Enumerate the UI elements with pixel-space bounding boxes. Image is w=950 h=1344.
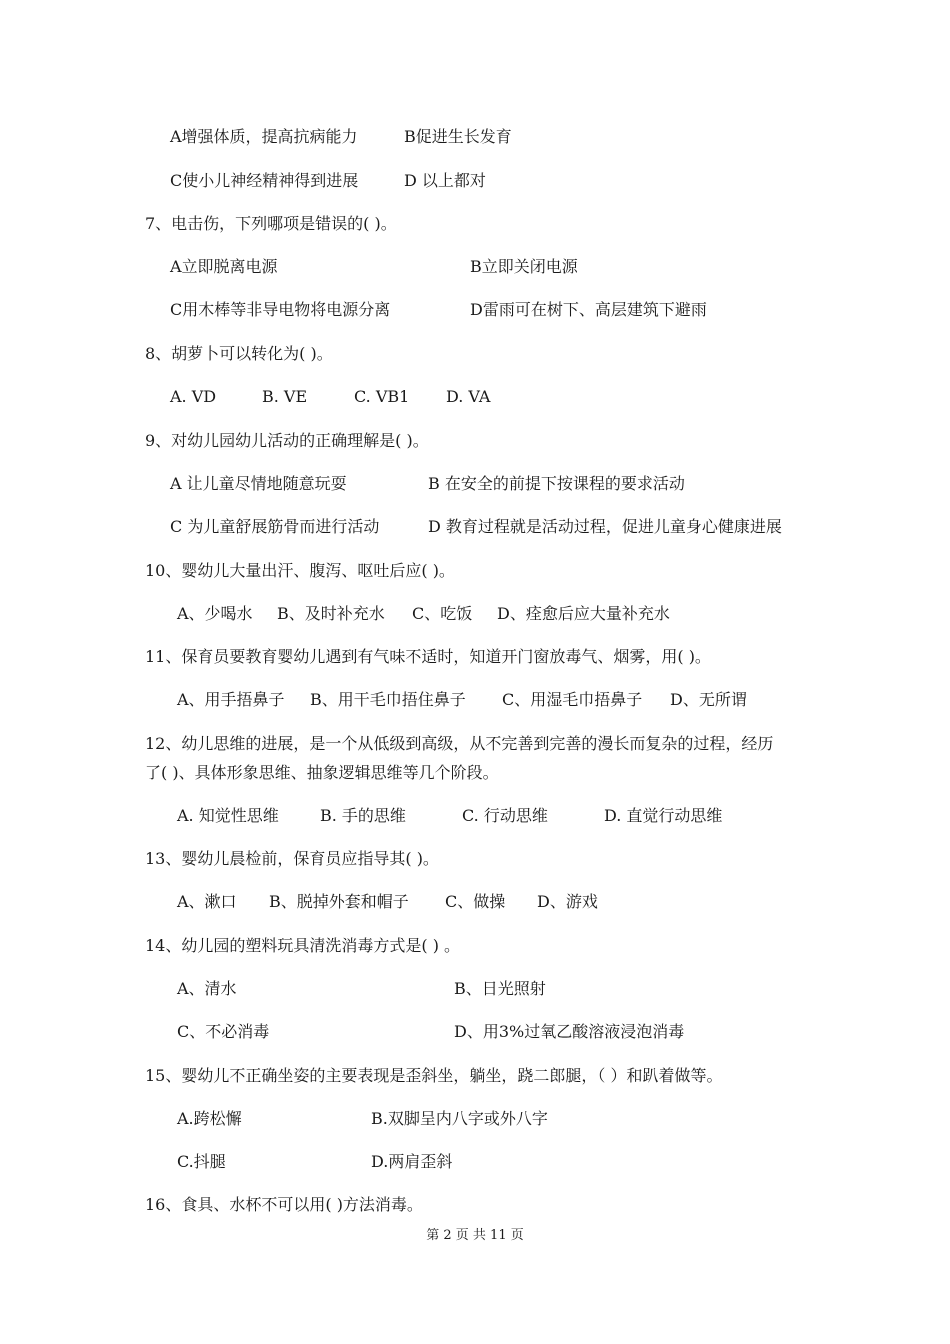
q14-option-c: C、不必消毒 bbox=[177, 1022, 270, 1041]
q13-option-c: C、做操 bbox=[445, 892, 506, 911]
q6-option-d: D 以上都对 bbox=[404, 171, 486, 190]
q7-option-b: B立即关闭电源 bbox=[470, 257, 578, 276]
q7-option-d: D雷雨可在树下、高层建筑下避雨 bbox=[470, 300, 707, 319]
q14-option-b: B、日光照射 bbox=[454, 979, 546, 998]
q13-option-a: A、漱口 bbox=[177, 892, 237, 911]
q12-option-d: D. 直觉行动思维 bbox=[604, 806, 723, 825]
q13-option-d: D、游戏 bbox=[537, 892, 598, 911]
q8-option-d: D. VA bbox=[446, 387, 491, 406]
q7-option-a: A立即脱离电源 bbox=[170, 257, 278, 276]
q9-stem: 9、对幼儿园幼儿活动的正确理解是( )。 bbox=[145, 431, 429, 450]
q10-option-a: A、少喝水 bbox=[177, 604, 253, 623]
q14-option-a: A、清水 bbox=[177, 979, 237, 998]
q8-stem: 8、胡萝卜可以转化为( )。 bbox=[145, 344, 333, 363]
q8-option-b: B. VE bbox=[262, 387, 308, 406]
q9-option-b: B 在安全的前提下按课程的要求活动 bbox=[428, 474, 685, 493]
q12-option-c: C. 行动思维 bbox=[462, 806, 548, 825]
q11-option-d: D、无所谓 bbox=[670, 690, 747, 709]
q11-option-c: C、用湿毛巾捂鼻子 bbox=[502, 690, 643, 709]
q16-stem: 16、食具、水杯不可以用( )方法消毒。 bbox=[145, 1195, 423, 1214]
q12-stem-continued: 了( )、具体形象思维、抽象逻辑思维等几个阶段。 bbox=[145, 763, 499, 782]
q15-option-b: B.双脚呈内八字或外八字 bbox=[371, 1109, 548, 1128]
q7-stem: 7、电击伤，下列哪项是错误的( )。 bbox=[145, 214, 397, 233]
q12-option-a: A. 知觉性思维 bbox=[177, 806, 279, 825]
q15-stem: 15、婴幼儿不正确坐姿的主要表现是歪斜坐，躺坐，跷二郎腿，（ ）和趴着做等。 bbox=[145, 1066, 723, 1085]
q7-option-c: C用木棒等非导电物将电源分离 bbox=[170, 300, 391, 319]
page-number-footer: 第 2 页 共 11 页 bbox=[426, 1228, 524, 1243]
q8-option-a: A. VD bbox=[170, 387, 217, 406]
q12-stem: 12、幼儿思维的进展，是一个从低级到高级，从不完善到完善的漫长而复杂的过程，经历 bbox=[145, 734, 774, 753]
q8-option-c: C. VB1 bbox=[354, 387, 410, 406]
q9-option-a: A 让儿童尽情地随意玩耍 bbox=[170, 474, 347, 493]
q15-option-c: C.抖腿 bbox=[177, 1152, 226, 1171]
q10-option-c: C、吃饭 bbox=[412, 604, 473, 623]
q6-option-a: A增强体质，提高抗病能力 bbox=[170, 127, 358, 146]
q15-option-a: A.跨松懈 bbox=[177, 1109, 242, 1128]
q10-option-b: B、及时补充水 bbox=[277, 604, 385, 623]
q11-stem: 11、保育员要教育婴幼儿遇到有气味不适时，知道开门窗放毒气、烟雾，用( )。 bbox=[145, 647, 711, 666]
q11-option-a: A、用手捂鼻子 bbox=[177, 690, 285, 709]
q11-option-b: B、用干毛巾捂住鼻子 bbox=[310, 690, 466, 709]
q12-option-b: B. 手的思维 bbox=[320, 806, 406, 825]
q14-stem: 14、幼儿园的塑料玩具清洗消毒方式是( ) 。 bbox=[145, 936, 461, 955]
q9-option-d: D 教育过程就是活动过程，促进儿童身心健康进展 bbox=[428, 517, 782, 536]
q10-option-d: D、痊愈后应大量补充水 bbox=[497, 604, 670, 623]
q13-option-b: B、脱掉外套和帽子 bbox=[269, 892, 409, 911]
q6-option-b: B促进生长发育 bbox=[404, 127, 512, 146]
q6-option-c: C使小儿神经精神得到进展 bbox=[170, 171, 359, 190]
q10-stem: 10、婴幼儿大量出汗、腹泻、呕吐后应( )。 bbox=[145, 561, 455, 580]
q14-option-d: D、用3%过氧乙酸溶液浸泡消毒 bbox=[454, 1022, 685, 1041]
q15-option-d: D.两肩歪斜 bbox=[371, 1152, 453, 1171]
q13-stem: 13、婴幼儿晨检前，保育员应指导其( )。 bbox=[145, 849, 439, 868]
q9-option-c: C 为儿童舒展筋骨而进行活动 bbox=[170, 517, 380, 536]
